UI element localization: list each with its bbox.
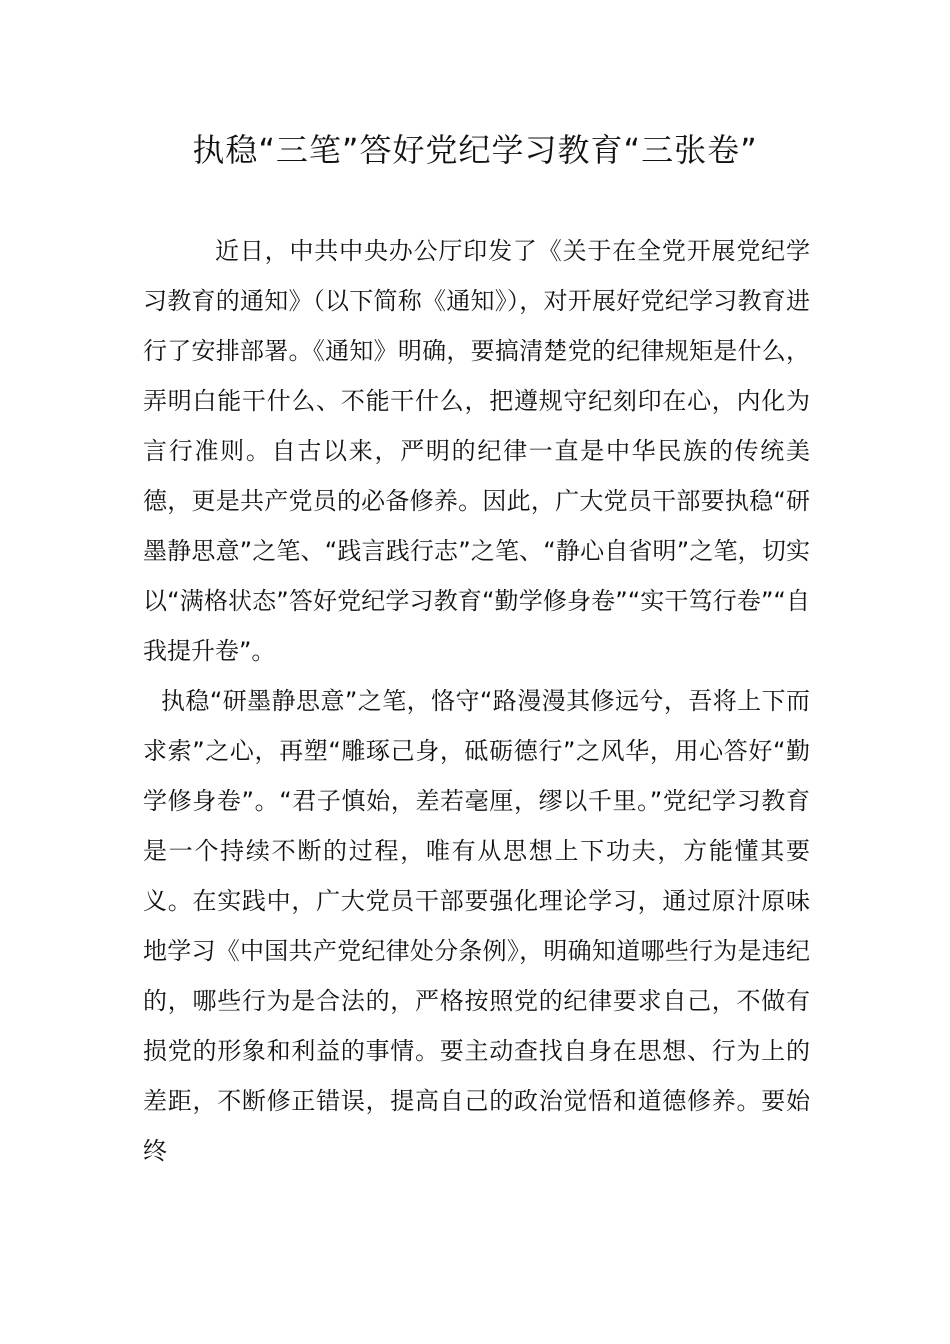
document-body (143, 226, 810, 1176)
document-title: 执稳“三笔”答好党纪学习教育“三张卷” (192, 131, 758, 169)
paragraph-intro: 近日，中共中央办公厅印发了《关于在全党开展党纪学习教育的通知》（以下简称《通知》），对开展好党纪学习教育进行了安排部署。《通知》明确，要搞清楚党的纪律规矩是什么，弄明白能干什么、不能干什么，把遵规守纪刻印在心，内化为言行准则。自古以来，严明的纪律一直是中华民族的传统美德，更是共产党员的必备修养。因此，广大党员干部要执稳“研墨静思意”之笔、“践言践行志”之笔、“静心自省明”之笔，切实以“满格状态”答好党纪学习教育“勤学修身卷”“实干笃行卷”“自我提升卷”。 (143, 237, 810, 665)
paragraph-study: 执稳“研墨静思意”之笔，恪守“路漫漫其修远兮，吾将上下而求索”之心，再塑“雕琢己身，砥砺德行”之风华，用心答好“勤学修身卷”。“君子慎始，差若毫厘，缪以千里。”党纪学习教育是一个持续不断的过程，唯有从思想上下功夫，方能懂其要义。在实践中，广大党员干部要强化理论学习，通过原汁原味地学习《中国共产党纪律处分条例》，明确知道哪些行为是违纪的，哪些行为是合法的，严格按照党的纪律要求自己，不做有损党的形象和利益的事情。要主动查找自身在思想、行为上的差距，不断修正错误，提高自己的政治觉悟和道德修养。要始终 (143, 687, 810, 1165)
